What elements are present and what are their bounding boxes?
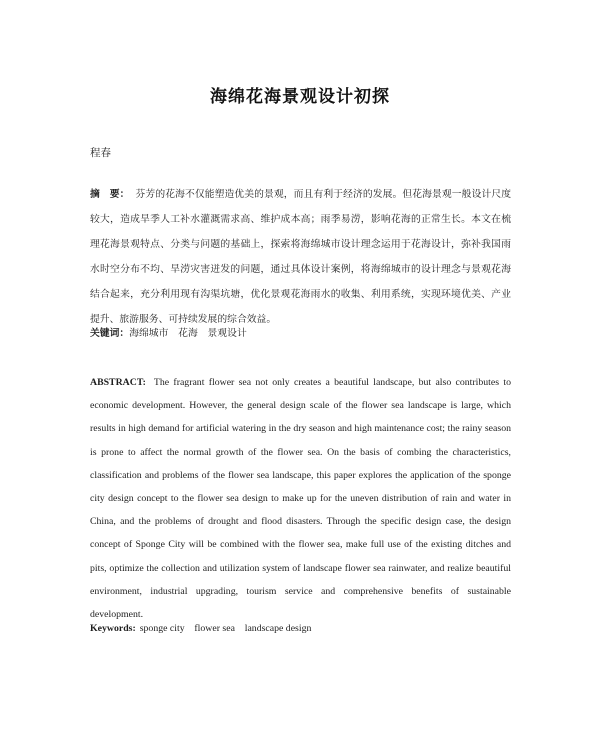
chinese-abstract [90, 182, 511, 332]
english-keywords [90, 620, 511, 634]
chinese-keywords-label: 关键词： [90, 328, 130, 339]
chinese-keywords [90, 325, 511, 339]
english-keywords-label: Keywords: [90, 623, 136, 634]
english-abstract-label: ABSTRACT: [90, 377, 146, 388]
english-abstract [90, 371, 511, 626]
english-keywords-text: sponge city flower sea landscape design [139, 623, 312, 634]
chinese-abstract-label: 摘 要： [90, 189, 130, 200]
chinese-keywords-text: 海绵城市 花海 景观设计 [129, 328, 247, 339]
chinese-abstract-text: 芬芳的花海不仅能塑造优美的景观，而且有利于经济的发展。但花海景观一般设计尺度较大，造成旱季人工补水灌溉需求高、维护成本高；雨季易涝，影响花海的正常生长。本文在梳理花海景观特点、分类与问题的基础上，探索将海绵城市设计理念运用于花海设计，弥补我国雨水时空分布不均、旱涝灾害迸发的问题，通过具体设计案例，将海绵城市的设计理念与景观花海结合起来，充分利用现有沟渠坑塘，优化景观花海雨水的收集、利用系统，实现环境优美、产业提升、旅游服务、可持续发展的综合效益。 [90, 189, 512, 325]
author-name: 程春 [90, 147, 111, 159]
english-abstract-text: The fragrant flower sea not only creates a beautiful landscape, but also contributes to economic development. However, the general design scale of the flower sea landscape is large, which results in high demand for artificial watering in the dry season and high maintenance cost; the rainy season is prone to affect the normal growth of the flower sea. On the basis of combing the characteristics, classification and problems of the flower sea landscape, this paper explores the application of the sponge city design concept to the flower sea design to make up for the uneven distribution of rain and water in China, and the problems of drought and flood disasters. Through the specific design case, the design concept of Sponge City will be combined with the flower sea, make full use of the existing ditches and pits, optimize the collection and utilization system of landscape flower sea rainwater, and realize beautiful environment, industrial upgrading, tourism service and comprehensive benefits of sustainable development. [90, 377, 511, 621]
paper-title: 海绵花海景观设计初探 [210, 87, 390, 107]
